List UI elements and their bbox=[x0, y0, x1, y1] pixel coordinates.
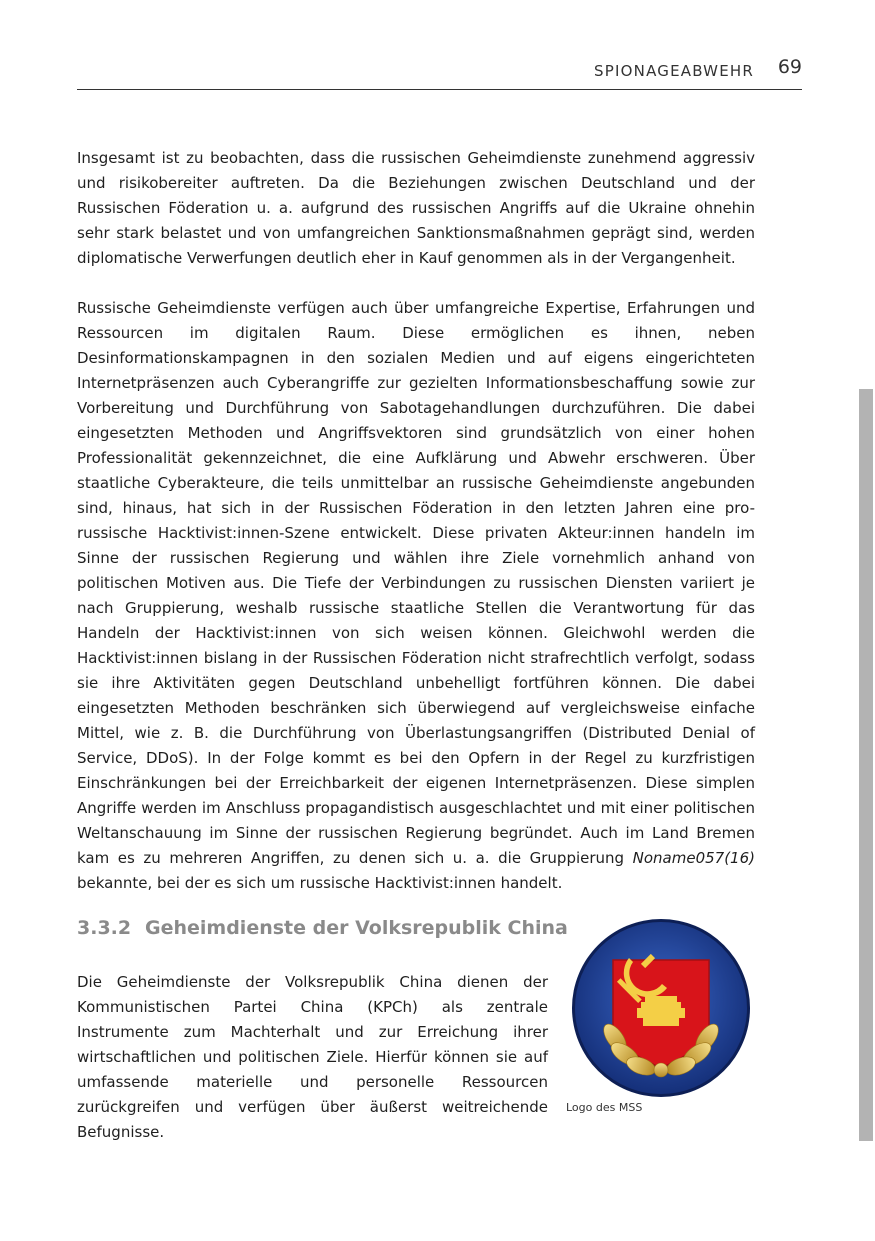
running-header bbox=[77, 56, 802, 90]
section-title: Geheimdienste der Volksrepublik China bbox=[145, 917, 568, 939]
mss-emblem-icon bbox=[571, 918, 751, 1098]
paragraph-2-end: bekannte, bei der es sich um russische Hacktivist:innen handelt. bbox=[77, 874, 563, 892]
chapter-marker-bar bbox=[859, 389, 873, 1141]
paragraph-3: Die Geheimdienste der Volksrepublik China dienen der Kommunistischen Partei China (KPCh) als zentrale Instrumente zum Machterhalt und zur Erreichung ihrer wirtschaftlichen und politischen Ziele. Hierfür können sie auf umfassende materielle und personelle Ressourcen zurückgreifen und verfügen über äußerst weitreichende Befugnisse. bbox=[77, 973, 548, 1141]
page-number: 69 bbox=[777, 56, 802, 78]
paragraph-2-text: Russische Geheimdienste verfügen auch über umfangreiche Expertise, Erfahrungen und Ressourcen im digitalen Raum. Diese ermöglichen es ihnen, neben Desinformationskampagnen in den sozialen Medien und auf eigens eingerichteten Internetpräsenzen auch Cyberangriffe zur gezielten Informationsbeschaffung sowie zur Vorbereitung und Durchführung von Sabotagehandlungen durchzuführen. Die dabei eingesetzten Methoden und Angriffsvektoren sind grundsätzlich von einer hohen Professionalität gekennzeichnet, die eine Aufklärung und Abwehr erschweren. Über staatliche Cyberakteure, die teils unmittelbar an russische Geheimdienste angebunden sind, hinaus, hat sich in der Russischen Föderation in den letzten Jahren eine pro-russische Hacktivist:innen-Szene entwickelt. Diese privaten Akteur:innen handeln im Sinne der russischen Regierung und wählen ihre Ziele vornehmlich anhand von politischen Motiven aus. Die Tiefe der Verbindungen zu russischen Diensten variiert je nach Gruppierung, weshalb russische staatliche Stellen die Verantwortung für das Handeln der Hacktivist:innen von sich weisen können. Gleichwohl werden die Hacktivist:innen bislang in der Russischen Föderation nicht strafrechtlich verfolgt, sodass sie ihre Aktivitäten gegen Deutschland unbehelligt fortführen können. Die dabei eingesetzten Methoden beschränken sich überwiegend auf vergleichsweise einfache Mittel, wie z. B. die Durchführung von Überlastungsangriffen (Distributed Denial of Service, DDoS). In der Folge kommt es bei den Opfern in der Regel zu kurzfristigen Einschränkungen bei der Erreichbarkeit der eigenen Internetpräsenzen. Diese simplen Angriffe werden im Anschluss propagandistisch ausgeschlachtet und mit einer politischen Weltanschauung im Sinne der russischen Regierung begründet. Auch im Land Bremen kam es zu mehreren Angriffen, zu denen sich u. a. die Gruppierung bbox=[77, 299, 755, 867]
group-name: Noname057(16) bbox=[632, 849, 755, 867]
section-heading bbox=[77, 917, 568, 939]
header-title: SPIONAGEABWEHR bbox=[594, 62, 754, 80]
paragraph-2 bbox=[77, 296, 755, 896]
section-number: 3.3.2 bbox=[77, 917, 132, 939]
paragraph-1: Insgesamt ist zu beobachten, dass die russischen Geheimdienste zunehmend aggressiv und risikobereiter auftreten. Da die Beziehungen zwischen Deutschland und der Russischen Föderation u. a. aufgrund des russischen Angriffs auf die Ukraine ohnehin sehr stark belastet und von umfangreichen Sanktionsmaßnahmen geprägt sind, werden diplomatische Verwerfungen deutlich eher in Kauf genommen als in der Vergangenheit. bbox=[77, 149, 755, 267]
figure-caption: Logo des MSS bbox=[566, 1101, 643, 1114]
